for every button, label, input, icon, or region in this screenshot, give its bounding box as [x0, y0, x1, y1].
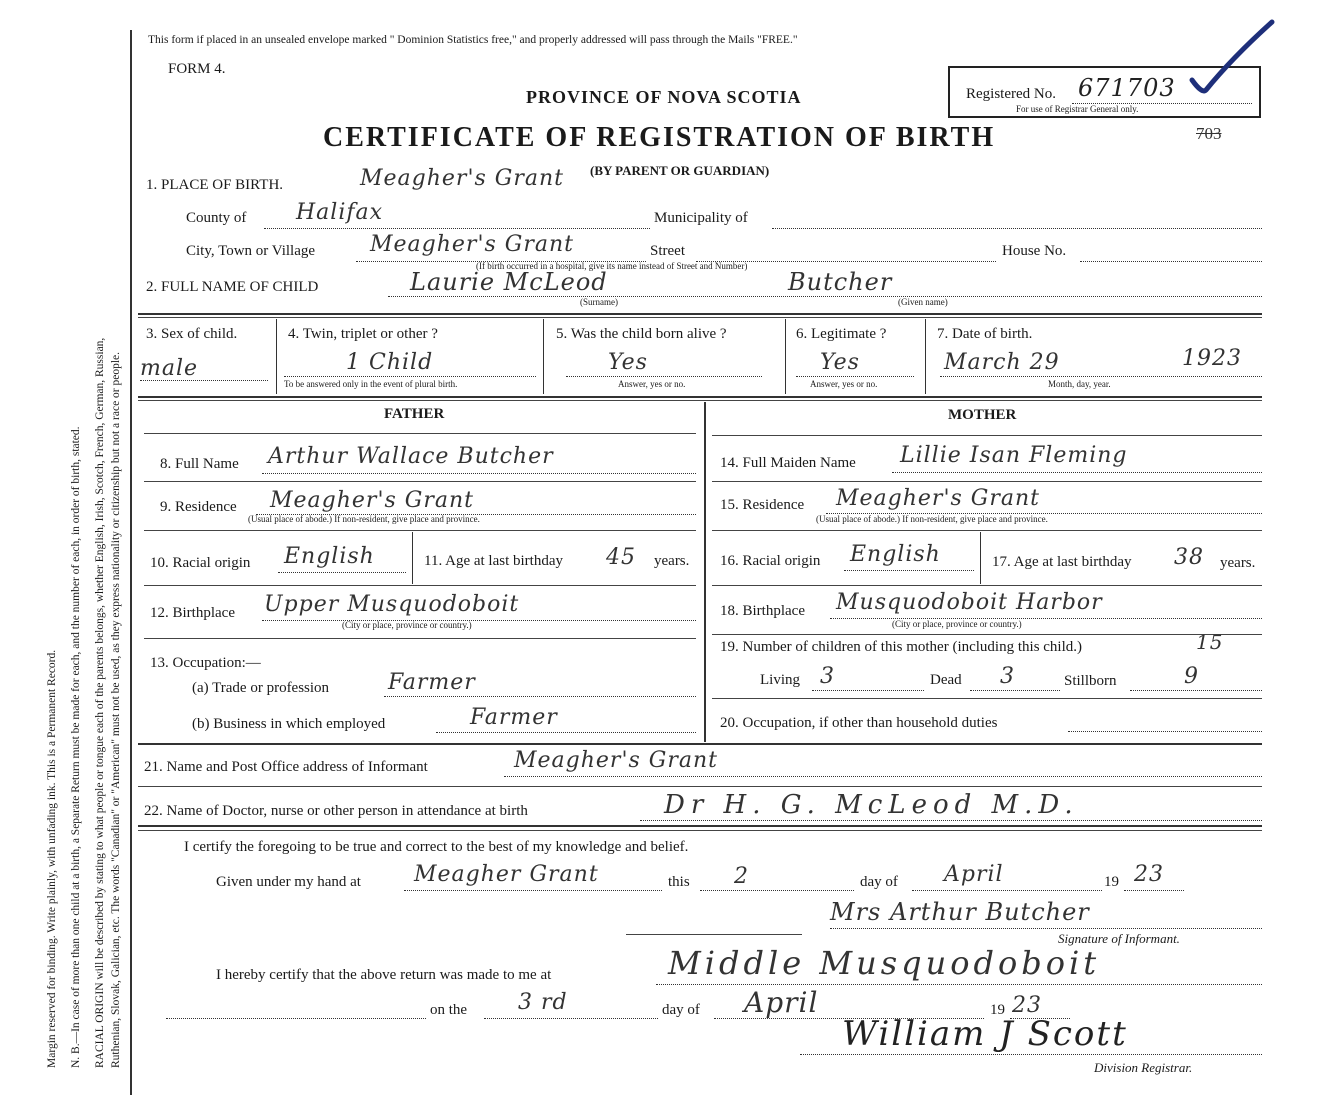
- dead-value: 3: [1000, 664, 1015, 689]
- stillborn-value: 9: [1184, 664, 1199, 689]
- registration-number: 671703: [1078, 74, 1176, 102]
- house-number-label: House No.: [1002, 243, 1067, 259]
- doctor-label: 22. Name of Doctor, nurse or other person in attendance at birth: [144, 803, 528, 819]
- mother-race-value: English: [850, 542, 941, 567]
- given-place-value: Meagher Grant: [414, 862, 599, 887]
- municipality-label: Municipality of: [654, 210, 748, 226]
- mother-birthplace-note: (City or place, province or country.): [892, 619, 1022, 629]
- divider: [138, 313, 1262, 315]
- hospital-note: (If birth occurred in a hospital, give its name instead of Street and Number): [476, 261, 748, 271]
- child-surname-value: Laurie McLeod: [410, 268, 608, 296]
- father-birthplace-note: (City or place, province or country.): [342, 620, 472, 630]
- margin-note-binding: Margin reserved for binding. Write plainly, with unfading ink. This is a Permanent Record.: [46, 649, 58, 1068]
- month-value: April: [944, 862, 1004, 887]
- margin-note-racial-origin-cont: Ruthenian, Slovak, Galician, etc. The words "Canadian" or "American" must not be used, as they express nationality or citizenship but not a race or people.: [110, 351, 122, 1068]
- date-of-birth-label: 7. Date of birth.: [937, 326, 1033, 342]
- mother-residence-label: 15. Residence: [720, 497, 805, 513]
- margin-note-racial-origin: RACIAL ORIGIN will be described by stating to what people or tongue each of the parents belongs, whether English, Irish, Scotch, French, German, Russian,: [94, 337, 106, 1068]
- signature-caption: Signature of Informant.: [1058, 931, 1180, 946]
- city-value: Meagher's Grant: [370, 232, 574, 257]
- twin-note: To be answered only in the event of plural birth.: [284, 379, 458, 389]
- mail-note: This form if placed in an unsealed envelope marked " Dominion Statistics free," and properly addressed will pass through the Mails "FREE.": [148, 34, 798, 46]
- twin-label: 4. Twin, triplet or other ?: [288, 326, 438, 342]
- children-count-label: 19. Number of children of this mother (including this child.): [720, 639, 1083, 655]
- mother-heading: MOTHER: [948, 407, 1017, 423]
- certificate-title: CERTIFICATE OF REGISTRATION OF BIRTH: [323, 122, 996, 153]
- mother-birthplace-value: Musquodoboit Harbor: [836, 590, 1103, 615]
- given-under-label: Given under my hand at: [216, 874, 361, 890]
- mother-residence-note: (Usual place of abode.) If non-resident, give place and province.: [816, 514, 1048, 524]
- form-number: FORM 4.: [168, 61, 226, 77]
- legitimate-value: Yes: [820, 350, 860, 375]
- mother-age-label: 17. Age at last birthday: [992, 554, 1132, 570]
- father-age-value: 45: [606, 545, 636, 570]
- father-race-value: English: [284, 544, 375, 569]
- day-of-label: day of: [860, 874, 898, 890]
- date-note: Month, day, year.: [1048, 379, 1111, 389]
- margin-note-multiple-births: N. B.—In case of more than one child at a birth, a Separate Return must be made for each, and the number of each, in order of birth, stated.: [70, 426, 82, 1068]
- year2-value: 23: [1012, 993, 1042, 1018]
- father-residence-note: (Usual place of abode.) If non-resident, give place and province.: [248, 514, 480, 524]
- child-name-label: 2. FULL NAME OF CHILD: [146, 279, 319, 295]
- hereby-label: I hereby certify that the above return was made to me at: [216, 967, 552, 983]
- informant-value: Meagher's Grant: [514, 748, 718, 773]
- living-value: 3: [820, 664, 835, 689]
- registration-note: For use of Registrar General only.: [1016, 104, 1139, 114]
- signature-rule: [626, 934, 802, 935]
- father-residence-label: 9. Residence: [160, 499, 237, 515]
- twin-value: 1 Child: [346, 350, 434, 375]
- this-label: this: [668, 874, 690, 890]
- father-occupation-label: 13. Occupation:—: [150, 655, 261, 671]
- father-birthplace-label: 12. Birthplace: [150, 605, 235, 621]
- father-heading: FATHER: [384, 406, 445, 422]
- doctor-value: Dr H. G. McLeod M.D.: [664, 790, 1079, 820]
- date-of-birth-value: March 29: [944, 350, 1060, 375]
- year-of-birth-value: 1923: [1182, 346, 1242, 371]
- year-prefix: 19: [1104, 874, 1119, 890]
- living-label: Living: [760, 672, 800, 688]
- on-the-label: on the: [430, 1002, 468, 1018]
- father-residence-value: Meagher's Grant: [270, 488, 474, 513]
- county-value: Halifax: [296, 200, 384, 225]
- trade-value: Farmer: [388, 670, 476, 695]
- mother-residence-value: Meagher's Grant: [836, 486, 1040, 511]
- mother-name-value: Lillie Isan Fleming: [900, 443, 1128, 468]
- informant-label: 21. Name and Post Office address of Informant: [144, 759, 428, 775]
- registration-label: Registered No.: [966, 86, 1056, 102]
- place-of-birth-label: 1. PLACE OF BIRTH.: [146, 177, 284, 193]
- mother-birthplace-label: 18. Birthplace: [720, 603, 805, 619]
- mother-occupation-label: 20. Occupation, if other than household duties: [720, 715, 998, 731]
- certificate-subtitle: (BY PARENT OR GUARDIAN): [590, 163, 770, 178]
- business-label: (b) Business in which employed: [192, 716, 386, 732]
- father-years-label: years.: [654, 553, 690, 569]
- business-value: Farmer: [470, 705, 558, 730]
- day-value: 2: [734, 864, 749, 889]
- trade-label: (a) Trade or profession: [192, 680, 330, 696]
- on-day-value: 3 rd: [518, 990, 568, 1015]
- dead-label: Dead: [930, 672, 962, 688]
- given-name-caption: (Given name): [898, 297, 948, 307]
- place-of-birth-value: Meagher's Grant: [360, 166, 564, 191]
- father-race-label: 10. Racial origin: [150, 555, 251, 571]
- mother-name-label: 14. Full Maiden Name: [720, 455, 856, 471]
- legitimate-note: Answer, yes or no.: [810, 379, 878, 389]
- mother-years-label: years.: [1220, 555, 1256, 571]
- registrar-caption: Division Registrar.: [1094, 1060, 1193, 1075]
- father-birthplace-value: Upper Musquodoboit: [264, 592, 520, 617]
- day-of-label-2: day of: [662, 1002, 700, 1018]
- county-label: County of: [186, 210, 247, 226]
- binding-margin-rule: [130, 30, 132, 1095]
- surname-caption: (Surname): [580, 297, 618, 307]
- born-alive-note: Answer, yes or no.: [618, 379, 686, 389]
- certify-statement: I certify the foregoing to be true and correct to the best of my knowledge and belief.: [184, 839, 689, 855]
- born-alive-value: Yes: [608, 350, 648, 375]
- province-title: PROVINCE OF NOVA SCOTIA: [526, 87, 802, 107]
- father-age-label: 11. Age at last birthday: [424, 553, 563, 569]
- sex-value: male: [140, 356, 199, 381]
- month2-value: April: [744, 986, 819, 1019]
- struck-number: 703: [1196, 124, 1222, 143]
- father-name-label: 8. Full Name: [160, 456, 239, 472]
- registrar-signature: William J Scott: [842, 1014, 1128, 1054]
- year2-prefix: 19: [990, 1002, 1005, 1018]
- check-mark-icon: [1182, 18, 1277, 108]
- informant-signature: Mrs Arthur Butcher: [830, 898, 1090, 926]
- street-label: Street: [650, 243, 685, 259]
- children-count-value: 15: [1196, 630, 1224, 654]
- sex-label: 3. Sex of child.: [146, 326, 238, 342]
- year-value: 23: [1134, 862, 1164, 887]
- hereby-place-value: Middle Musquodoboit: [668, 944, 1101, 982]
- stillborn-label: Stillborn: [1064, 673, 1117, 689]
- child-given-value: Butcher: [788, 268, 893, 296]
- mother-race-label: 16. Racial origin: [720, 553, 821, 569]
- legitimate-label: 6. Legitimate ?: [796, 326, 887, 342]
- city-label: City, Town or Village: [186, 243, 316, 259]
- born-alive-label: 5. Was the child born alive ?: [556, 326, 727, 342]
- father-name-value: Arthur Wallace Butcher: [268, 444, 554, 469]
- mother-age-value: 38: [1174, 545, 1204, 570]
